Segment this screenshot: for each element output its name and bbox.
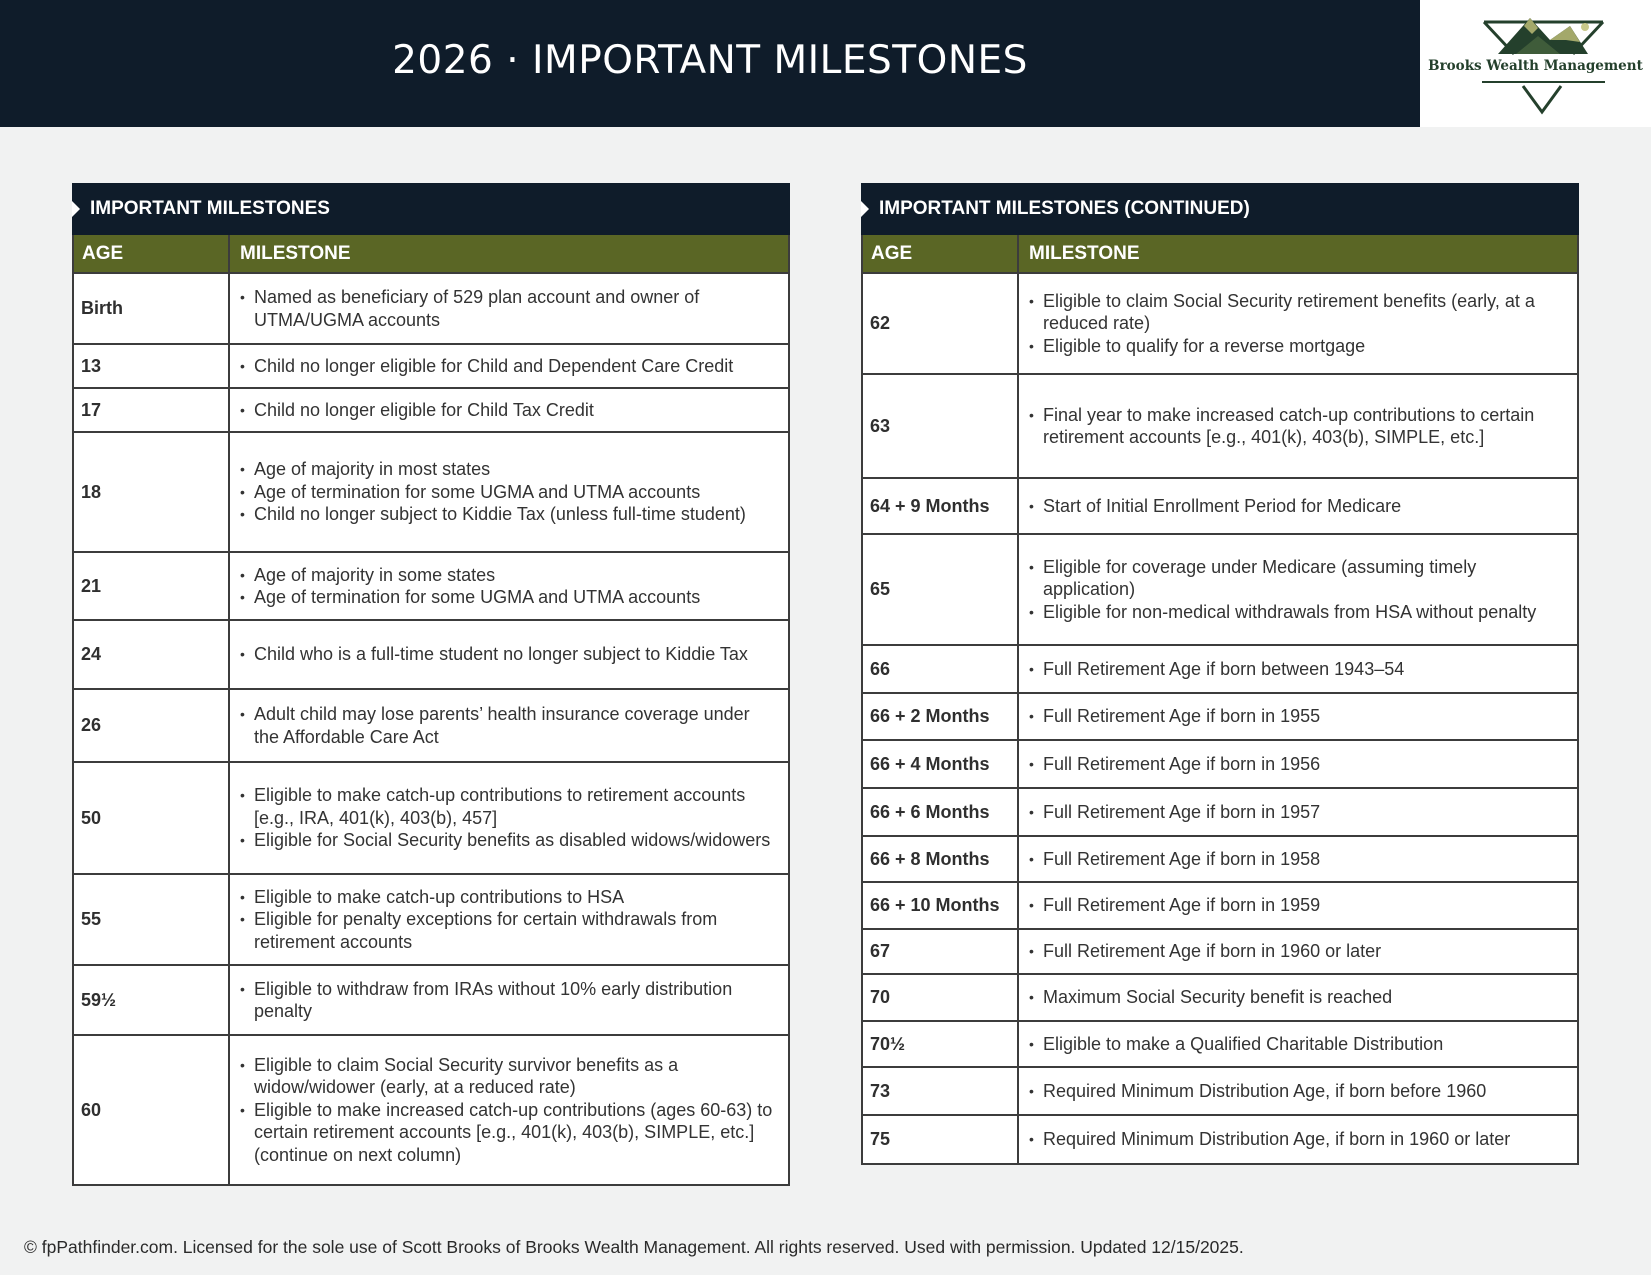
milestone-item: • Eligible for penalty exceptions for certain withdrawals from retirement accounts	[238, 908, 774, 953]
milestone-item: • Age of termination for some UGMA and UTMA accounts	[238, 481, 774, 504]
column-header-age: AGE	[73, 235, 229, 273]
age-cell: 59½	[73, 965, 229, 1035]
table-row	[862, 836, 1578, 882]
milestone-cell	[229, 1035, 789, 1185]
milestone-item: • Required Minimum Distribution Age, if born in 1960 or later	[1027, 1128, 1563, 1151]
milestone-list	[238, 643, 774, 666]
milestone-list	[238, 978, 774, 1023]
milestone-item: • Age of majority in most states	[238, 458, 774, 481]
table-row	[73, 344, 789, 388]
banner-title: IMPORTANT MILESTONES (CONTINUED)	[879, 198, 1250, 219]
milestone-item: • Eligible for Social Security benefits as disabled widows/widowers	[238, 829, 774, 852]
brand-logo	[1420, 0, 1651, 127]
table-row	[73, 388, 789, 432]
age-cell: 75	[862, 1115, 1018, 1164]
milestone-cell	[1018, 836, 1578, 882]
age-cell: 66 + 2 Months	[862, 693, 1018, 740]
table-row	[862, 882, 1578, 929]
milestone-list	[1027, 404, 1563, 449]
milestone-item: • Eligible to withdraw from IRAs without 10% early distribution penalty	[238, 978, 774, 1023]
table-row	[862, 1021, 1578, 1067]
milestone-cell	[1018, 693, 1578, 740]
copyright-footer: © fpPathfinder.com. Licensed for the sole use of Scott Brooks of Brooks Wealth Management. All rights reserved. Used with permission. Updated 12/15/2025.	[24, 1237, 1244, 1257]
age-cell: 73	[862, 1067, 1018, 1115]
age-cell: 62	[862, 273, 1018, 374]
table-row	[73, 273, 789, 344]
milestone-list	[1027, 1033, 1563, 1056]
age-cell: 63	[862, 374, 1018, 478]
milestone-list	[1027, 556, 1563, 624]
age-cell: 66 + 10 Months	[862, 882, 1018, 929]
age-cell: 24	[73, 620, 229, 689]
milestone-list	[238, 703, 774, 748]
milestones-table-left	[72, 183, 790, 1186]
table-row	[862, 1067, 1578, 1115]
milestone-item: • Full Retirement Age if born in 1957	[1027, 801, 1563, 824]
milestone-cell	[1018, 478, 1578, 534]
milestone-item: • Full Retirement Age if born in 1958	[1027, 848, 1563, 871]
milestone-item: • Full Retirement Age if born in 1960 or later	[1027, 940, 1563, 963]
milestone-item: • Adult child may lose parents’ health insurance coverage under the Affordable Care Act	[238, 703, 774, 748]
milestone-item: • Child who is a full-time student no longer subject to Kiddie Tax	[238, 643, 774, 666]
milestone-item: • Eligible for non-medical withdrawals from HSA without penalty	[1027, 601, 1563, 624]
milestone-item: • Age of majority in some states	[238, 564, 774, 587]
milestone-item: • Full Retirement Age if born in 1956	[1027, 753, 1563, 776]
page-header	[0, 0, 1420, 127]
milestones-table-right	[861, 183, 1579, 1165]
age-cell: 60	[73, 1035, 229, 1185]
milestone-list	[1027, 1128, 1563, 1151]
table-row	[862, 974, 1578, 1021]
table-banner	[72, 183, 790, 235]
milestone-list	[238, 784, 774, 852]
milestone-item: • Eligible to make catch-up contributions to retirement accounts [e.g., IRA, 401(k), 403(b), 457]	[238, 784, 774, 829]
milestone-item: • Eligible to make a Qualified Charitable Distribution	[1027, 1033, 1563, 1056]
age-cell: 65	[862, 534, 1018, 645]
banner-notch	[72, 201, 80, 217]
milestone-list	[238, 886, 774, 954]
table-row	[862, 273, 1578, 374]
column-header-age: AGE	[862, 235, 1018, 273]
table-header-row	[73, 235, 789, 273]
milestone-item: • Full Retirement Age if born in 1955	[1027, 705, 1563, 728]
table-row	[73, 874, 789, 965]
milestone-list	[1027, 658, 1563, 681]
milestone-item: • Full Retirement Age if born in 1959	[1027, 894, 1563, 917]
milestone-cell	[1018, 882, 1578, 929]
page-title: 2026 · IMPORTANT MILESTONES	[392, 38, 1028, 83]
milestone-item: • Maximum Social Security benefit is reached	[1027, 986, 1563, 1009]
age-cell: Birth	[73, 273, 229, 344]
milestone-item: • Child no longer eligible for Child and Dependent Care Credit	[238, 355, 774, 378]
table-banner	[861, 183, 1579, 235]
milestone-item: • Eligible to qualify for a reverse mortgage	[1027, 335, 1563, 358]
milestone-cell	[1018, 740, 1578, 788]
milestone-list	[1027, 753, 1563, 776]
milestone-cell	[229, 620, 789, 689]
milestone-cell	[229, 432, 789, 552]
age-cell: 26	[73, 689, 229, 762]
age-cell: 18	[73, 432, 229, 552]
milestone-cell	[1018, 273, 1578, 374]
table-row	[73, 762, 789, 874]
milestone-item: • Named as beneficiary of 529 plan account and owner of UTMA/UGMA accounts	[238, 286, 774, 331]
logo-text: Brooks Wealth Management	[1428, 58, 1643, 74]
milestone-cell	[229, 552, 789, 620]
age-cell: 13	[73, 344, 229, 388]
banner-notch	[861, 201, 869, 217]
milestone-cell	[229, 388, 789, 432]
milestone-cell	[1018, 645, 1578, 693]
milestone-list	[238, 399, 774, 422]
milestone-list	[1027, 894, 1563, 917]
milestone-item: • Eligible to claim Social Security retirement benefits (early, at a reduced rate)	[1027, 290, 1563, 335]
milestone-list	[1027, 705, 1563, 728]
age-cell: 50	[73, 762, 229, 874]
milestone-cell	[229, 762, 789, 874]
milestone-cell	[229, 965, 789, 1035]
age-cell: 70½	[862, 1021, 1018, 1067]
milestone-cell	[1018, 929, 1578, 974]
table-row	[73, 552, 789, 620]
milestone-item: • Eligible to claim Social Security survivor benefits as a widow/widower (early, at a reduced rate)	[238, 1054, 774, 1099]
column-header-milestone: MILESTONE	[1018, 235, 1578, 273]
milestone-item: • Eligible to make increased catch-up contributions (ages 60-63) to certain retirement accounts [e.g., 401(k), 403(b), SIMPLE, etc.] (continue on next column)	[238, 1099, 774, 1167]
milestone-list	[238, 355, 774, 378]
milestone-item: • Eligible to make catch-up contributions to HSA	[238, 886, 774, 909]
table-row	[862, 788, 1578, 836]
table-row	[862, 1115, 1578, 1164]
age-cell: 70	[862, 974, 1018, 1021]
milestone-list	[238, 286, 774, 331]
milestone-cell	[1018, 1021, 1578, 1067]
milestone-cell	[1018, 974, 1578, 1021]
age-cell: 66 + 4 Months	[862, 740, 1018, 788]
table-row	[862, 645, 1578, 693]
milestone-item: • Eligible for coverage under Medicare (assuming timely application)	[1027, 556, 1563, 601]
milestone-list	[1027, 290, 1563, 358]
milestone-cell	[1018, 1067, 1578, 1115]
age-cell: 66	[862, 645, 1018, 693]
milestone-list	[1027, 801, 1563, 824]
milestone-cell	[229, 344, 789, 388]
milestone-cell	[1018, 374, 1578, 478]
table-row	[862, 534, 1578, 645]
milestone-list	[238, 458, 774, 526]
milestone-list	[238, 564, 774, 609]
milestone-item: • Start of Initial Enrollment Period for Medicare	[1027, 495, 1563, 518]
milestone-cell	[1018, 534, 1578, 645]
milestone-cell	[229, 273, 789, 344]
milestone-cell	[229, 874, 789, 965]
milestone-item: • Required Minimum Distribution Age, if born before 1960	[1027, 1080, 1563, 1103]
table-row	[862, 929, 1578, 974]
table-row	[862, 478, 1578, 534]
table-row	[73, 689, 789, 762]
milestone-item: • Final year to make increased catch-up contributions to certain retirement accounts [e.g., 401(k), 403(b), SIMPLE, etc.]	[1027, 404, 1563, 449]
milestone-list	[1027, 848, 1563, 871]
column-header-milestone: MILESTONE	[229, 235, 789, 273]
milestone-item: • Child no longer eligible for Child Tax Credit	[238, 399, 774, 422]
table-row	[862, 740, 1578, 788]
table-row	[73, 620, 789, 689]
milestone-cell	[229, 689, 789, 762]
table-row	[73, 965, 789, 1035]
age-cell: 66 + 6 Months	[862, 788, 1018, 836]
table-body	[72, 235, 790, 1186]
table-row	[862, 374, 1578, 478]
milestone-list	[1027, 940, 1563, 963]
milestone-list	[1027, 1080, 1563, 1103]
age-cell: 17	[73, 388, 229, 432]
milestone-item: • Child no longer subject to Kiddie Tax (unless full-time student)	[238, 503, 774, 526]
milestone-item: • Age of termination for some UGMA and UTMA accounts	[238, 586, 774, 609]
age-cell: 21	[73, 552, 229, 620]
age-cell: 55	[73, 874, 229, 965]
age-cell: 64 + 9 Months	[862, 478, 1018, 534]
milestone-list	[238, 1054, 774, 1167]
table-row	[73, 1035, 789, 1185]
milestone-cell	[1018, 1115, 1578, 1164]
banner-title: IMPORTANT MILESTONES	[90, 198, 330, 219]
age-cell: 66 + 8 Months	[862, 836, 1018, 882]
milestone-item: • Full Retirement Age if born between 1943–54	[1027, 658, 1563, 681]
table-header-row	[862, 235, 1578, 273]
table-row	[862, 693, 1578, 740]
age-cell: 67	[862, 929, 1018, 974]
milestone-cell	[1018, 788, 1578, 836]
milestone-list	[1027, 495, 1563, 518]
table-body	[861, 235, 1579, 1165]
milestone-list	[1027, 986, 1563, 1009]
table-row	[73, 432, 789, 552]
